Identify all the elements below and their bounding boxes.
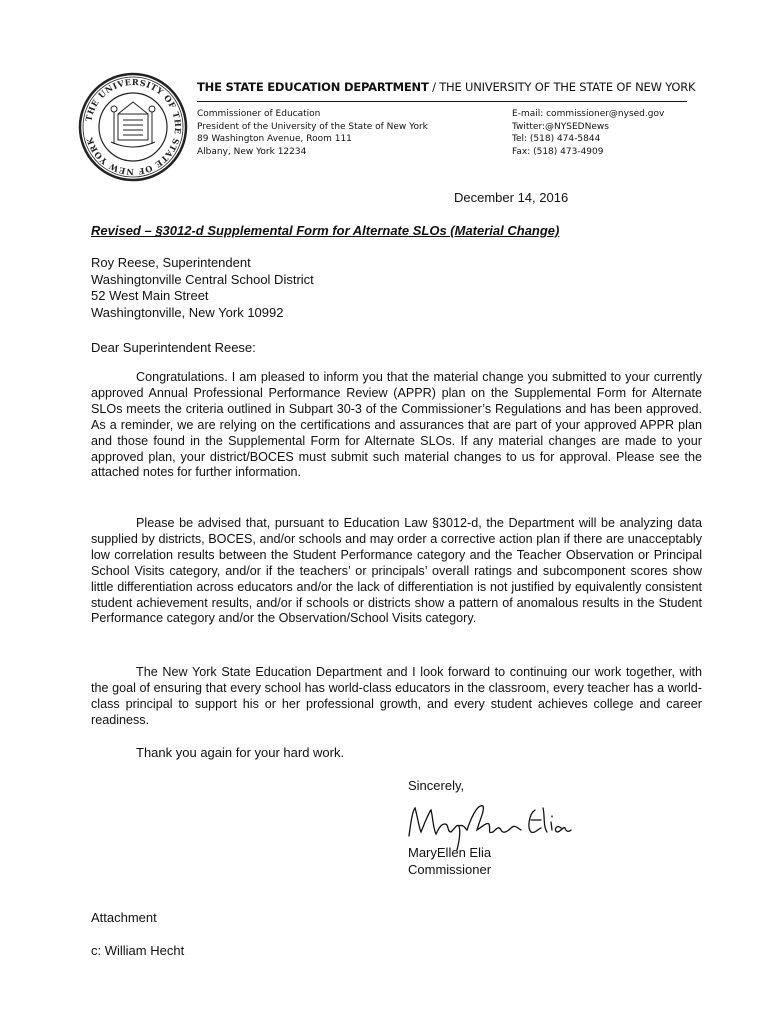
recipient-line: 52 West Main Street: [91, 288, 209, 303]
signer-name: MaryEllen Elia: [408, 845, 492, 860]
thank-you-line: Thank you again for your hard work.: [136, 745, 345, 760]
university-name: / THE UNIVERSITY OF THE STATE OF NEW YORK: [428, 80, 696, 94]
letterhead-contact-info: [512, 108, 664, 158]
letterhead-office-info: [197, 108, 428, 158]
office-line: Albany, New York 12234: [197, 146, 307, 157]
office-line: Commissioner of Education: [197, 109, 321, 119]
body-paragraph-1: Congratulations. I am pleased to inform you that the material change you submitted to your currently approved Annual Professional Performance Review (APPR) plan on the Supplemental Form for Alternate SLOs meets the criteria outlined in Subpart 30-3 of the Commissioner’s Regulations and has been approved. As a reminder, we are relying on the certifications and assurances that are part of your approved APPR plan and those found in the Supplemental Form for Alternate SLOs. If any material changes are made to your approved plan, your district/BOCES must submit such material changes to us for approval. Please see the attached notes for further information.: [91, 370, 702, 480]
signer-block: [408, 845, 491, 878]
phone-line: Tel: (518) 474-5844: [512, 134, 601, 144]
recipient-address: [91, 255, 314, 321]
recipient-line: Roy Reese, Superintendent: [91, 255, 251, 270]
recipient-line: Washingtonville Central School District: [91, 271, 314, 287]
letter-subject: Revised – §3012-d Supplemental Form for Alternate SLOs (Material Change): [91, 223, 560, 238]
state-seal-logo: [78, 72, 188, 182]
twitter-line: Twitter:@NYSEDNews: [512, 121, 609, 132]
letterhead-divider: [197, 101, 687, 102]
carbon-copy-line: c: William Hecht: [91, 943, 185, 958]
letter-date: December 14, 2016: [454, 190, 569, 205]
email-line: E-mail: commissioner@nysed.gov: [512, 109, 665, 119]
office-line: 89 Washington Avenue, Room 111: [197, 134, 352, 144]
department-name: THE STATE EDUCATION DEPARTMENT: [197, 80, 429, 94]
svg-text:THE UNIVERSITY OF THE STATE OF: THE UNIVERSITY OF THE STATE OF NEW YORK: [83, 76, 184, 178]
recipient-line: Washingtonville, New York 10992: [91, 304, 284, 320]
attachment-note: Attachment: [91, 910, 157, 925]
office-line: President of the University of the State of New York: [197, 121, 428, 132]
closing: Sincerely,: [408, 778, 465, 793]
salutation: Dear Superintendent Reese:: [91, 340, 256, 355]
fax-line: Fax: (518) 473-4909: [512, 146, 604, 157]
body-paragraph-3: The New York State Education Department and I look forward to continuing our work together, with the goal of ensuring that every school has world-class educators in the classroom, every teacher has a world-class principal to support his or her professional growth, and every student achieves college and career readiness.: [91, 665, 702, 727]
body-paragraph-2: Please be advised that, pursuant to Education Law §3012-d, the Department will be analyzing data supplied by districts, BOCES, and/or schools and may order a corrective action plan if there are unacceptably low correlation results between the Student Performance category and the Teacher Observation or Principal School Visits category, and/or if the teachers’ or principals’ overall ratings and subcomponent scores show little differentiation across educators and/or the lack of differentiation is not justified by equivalently consistent student achievement results, and/or if schools or districts show a pattern of anomalous results in the Student Performance category and/or the Observation/School Visits category.: [91, 516, 702, 626]
letterhead-title: [197, 80, 695, 94]
signer-title: Commissioner: [408, 861, 492, 877]
